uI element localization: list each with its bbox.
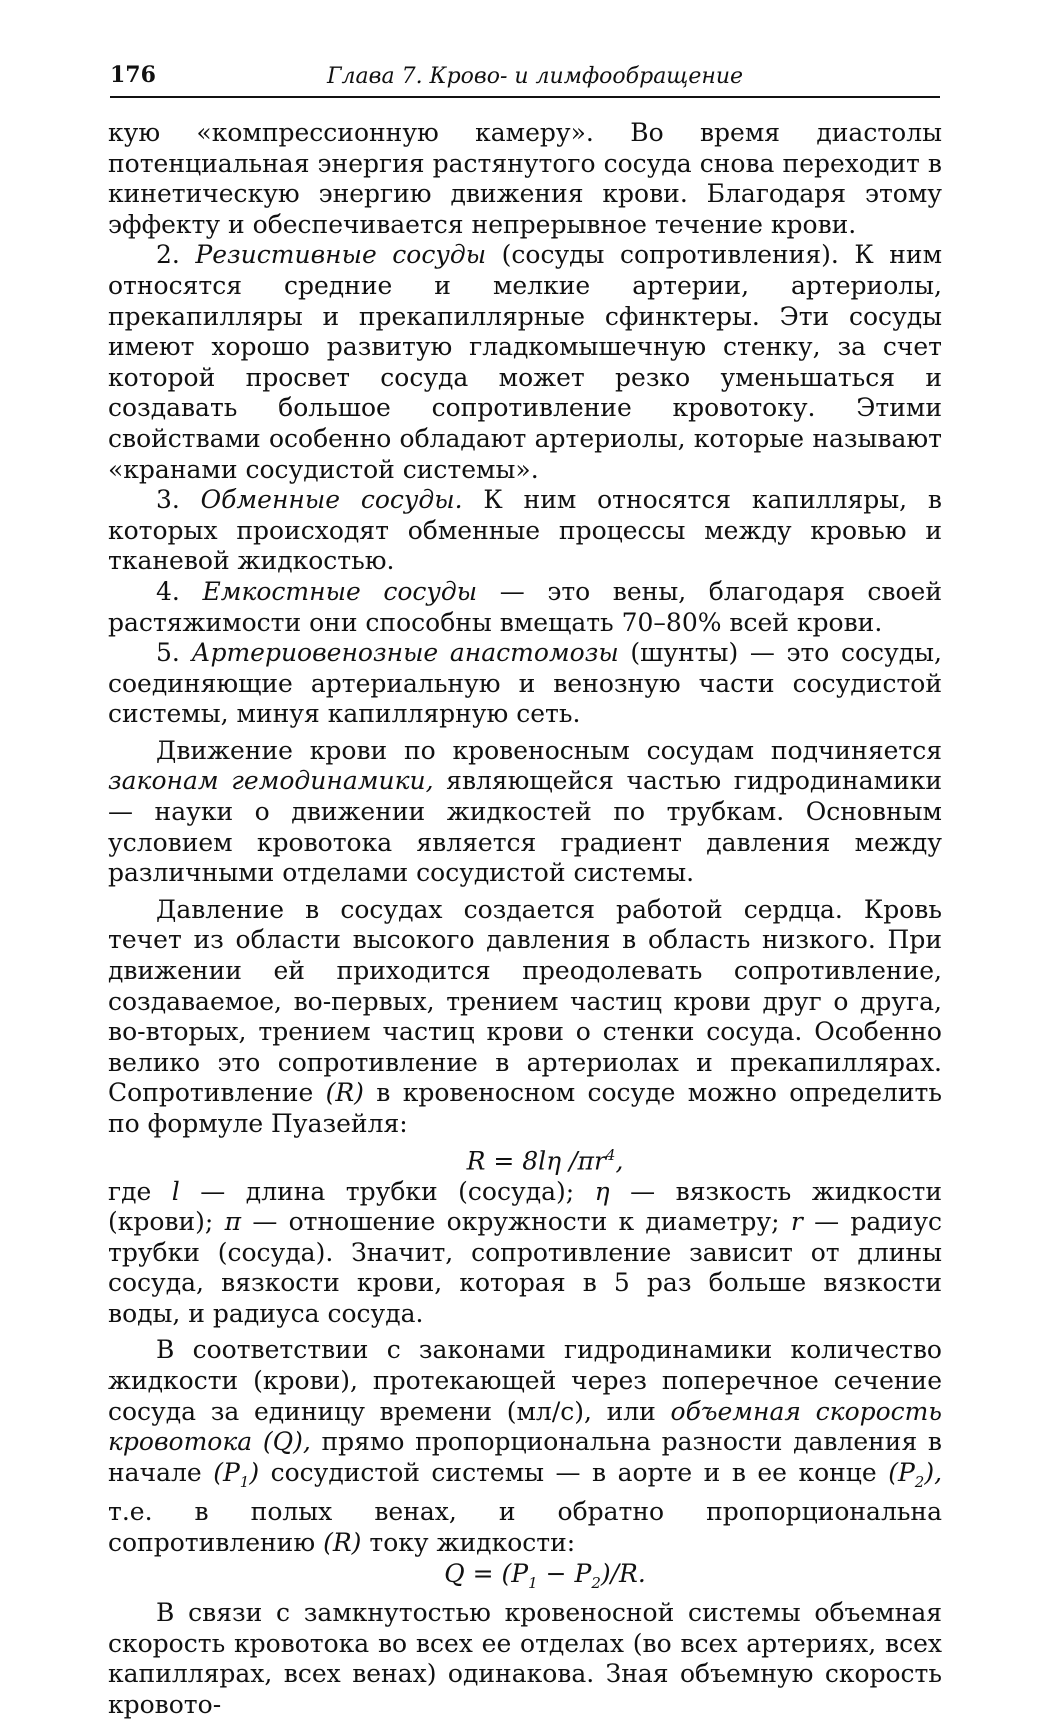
paragraph-text: К ним относятся капилляры, в которых происходят обменные процессы между кровью и тканевой жидкостью. bbox=[108, 485, 942, 576]
paragraph-text: — длина трубки (сосуда); bbox=[200, 1176, 575, 1206]
subscript: 2 bbox=[914, 1472, 925, 1491]
symbol-r-radius: r bbox=[790, 1207, 803, 1237]
symbol-pi: π bbox=[224, 1207, 242, 1237]
symbol-eta: η bbox=[594, 1176, 610, 1206]
paragraph-pressure bbox=[108, 895, 942, 1140]
subscript: 1 bbox=[239, 1472, 250, 1491]
paragraph-capacitive-vessels bbox=[108, 577, 942, 638]
paragraph-text: — это вены, благодаря своей растяжимости они способны вмещать 70–80% всей крови. bbox=[108, 576, 943, 637]
page-number: 176 bbox=[110, 62, 156, 88]
symbol-part: ), bbox=[924, 1457, 943, 1487]
symbol-r: (R) bbox=[325, 1078, 364, 1108]
paragraph-text: В соответствии с законами гидродинамики количество жидкости (крови), протекающей через поперечное сечение сосуда за единицу времени (мл/с), или bbox=[108, 1335, 942, 1426]
paragraph-continuation: кую «компрессионную камеру». Во время диастолы потенциальная энергия растянутого сосуда снова переходит в кинетическую энергию движения крови. Благодаря этому эффекту и обеспечивается непрерывное течение крови. bbox=[108, 118, 942, 239]
paragraph-text: (шунты) — это сосуды, соединяющие артериальную и венозную части сосудистой системы, минуя капиллярную сеть. bbox=[108, 638, 943, 729]
list-number: 3. bbox=[156, 485, 180, 515]
formula-flow bbox=[108, 1559, 942, 1599]
paragraph-text: в кровеносном сосуде можно определить по формуле Пуазейля: bbox=[108, 1078, 942, 1138]
symbol-l: l bbox=[171, 1176, 180, 1206]
paragraph-text: Движение крови по кровеносным сосудам подчиняется bbox=[156, 735, 942, 765]
term-hemodynamics-laws: законам гемодинамики, bbox=[108, 766, 434, 796]
term-anastomoses: Артериовенозные анастомозы bbox=[191, 638, 619, 668]
page-header bbox=[110, 60, 940, 98]
list-number: 4. bbox=[156, 576, 180, 606]
list-number: 2. bbox=[156, 240, 180, 270]
symbol-p1 bbox=[213, 1457, 260, 1491]
running-title: Глава 7. Крово- и лимфообращение bbox=[326, 64, 744, 89]
paragraph-text: — радиус трубки (сосуда). Значит, сопротивление зависит от длины сосуда, вязкости крови, которая в 5 раз больше вязкости воды, и радиуса сосуда. bbox=[108, 1207, 943, 1328]
symbol-part: (P bbox=[213, 1457, 240, 1487]
symbol-p2 bbox=[888, 1457, 943, 1491]
paragraph-formula-legend bbox=[108, 1177, 942, 1330]
formula-tail: , bbox=[615, 1145, 624, 1175]
list-number: 5. bbox=[156, 638, 180, 668]
paragraph-text: т.е. в полых венах, и обратно пропорциональна сопротивлению bbox=[108, 1497, 942, 1558]
formula-part: Q = (P bbox=[444, 1558, 529, 1588]
paragraph-text: — вязкость жидкости (крови); bbox=[108, 1176, 942, 1237]
paragraph-text: прямо пропорциональна разности давления в начале bbox=[108, 1427, 942, 1487]
formula-part: − P bbox=[537, 1558, 592, 1588]
formula-poiseuille bbox=[108, 1140, 942, 1177]
paragraph-volumetric-flow bbox=[108, 1335, 942, 1558]
formula-exponent: 4 bbox=[605, 1145, 616, 1164]
paragraph-text: сосудистой системы — в аорте и в ее конце bbox=[270, 1457, 877, 1487]
paragraph-text: току жидкости: bbox=[369, 1528, 576, 1558]
subscript: 2 bbox=[591, 1573, 601, 1592]
paragraph-text: — отношение окружности к диаметру; bbox=[252, 1207, 780, 1237]
paragraph-exchange-vessels bbox=[108, 485, 942, 577]
paragraph-text: Давление в сосудах создается работой сердца. Кровь течет из области высокого давления в область низкого. При движении ей приходится преодолевать сопротивление, создаваемое, во-первых, трением частиц крови друг о друга, во-вторых, трением частиц крови о стенки сосуда. Особенно велико это сопротивление в артериолах и прекапиллярах. Сопротивление bbox=[108, 894, 942, 1108]
formula-main: R = 8lη /πr bbox=[466, 1145, 606, 1175]
symbol-part: (P bbox=[888, 1457, 915, 1487]
paragraph-hemodynamics bbox=[108, 736, 942, 889]
paragraph-text: (сосуды сопротивления). К ним относятся средние и мелкие артерии, артериолы, прекапилляры и прекапиллярные сфинктеры. Эти сосуды имеют хорошо развитую гладкомышечную стенку, за счет которой просвет сосуда может резко уменьшаться и создавать большое сопротивление кровотоку. Этими свойствами особенно обладают артериолы, которые называют «кранами сосудистой системы». bbox=[108, 240, 943, 484]
paragraph-closed-system: В связи с замкнутостью кровеносной системы объемная скорость кровотока во всех ее отделах (во всех артериях, всех капиллярах, всех венах) одинакова. Зная объемную скорость кровото- bbox=[108, 1598, 942, 1720]
term-capacitive-vessels: Емкостные сосуды bbox=[202, 576, 478, 606]
term-exchange-vessels: Обменные сосуды. bbox=[200, 485, 463, 515]
term-volumetric-flow: объемная скорость кровотока (Q), bbox=[108, 1396, 942, 1457]
subscript: 1 bbox=[528, 1573, 538, 1592]
paragraph-resistive-vessels bbox=[108, 240, 942, 485]
symbol-r: (R) bbox=[323, 1528, 362, 1558]
symbol-part: ) bbox=[249, 1457, 260, 1487]
term-resistive-vessels: Резистивные сосуды bbox=[195, 240, 487, 270]
paragraph-anastomoses bbox=[108, 638, 942, 730]
paragraph-text: где bbox=[108, 1176, 152, 1206]
formula-part: )/R. bbox=[600, 1558, 646, 1588]
body-text bbox=[108, 118, 942, 1721]
paragraph-text: являющейся частью гидродинамики — науки о движении жидкостей по трубкам. Основным условием кровотока является градиент давления между различными отделами сосудистой системы. bbox=[108, 766, 942, 888]
